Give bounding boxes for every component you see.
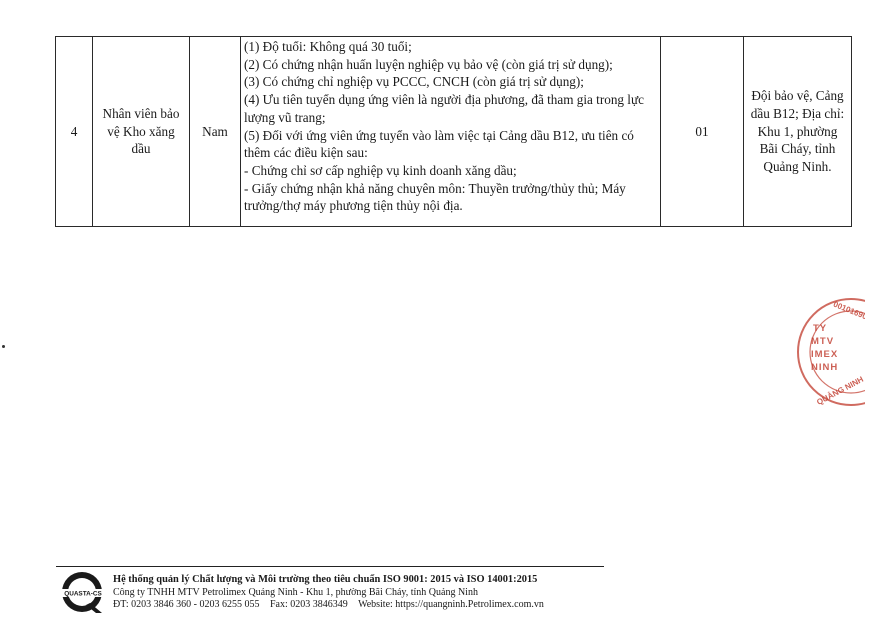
company-seal [795,296,869,408]
sex-cell: Nam [190,37,241,227]
scan-speck [2,345,5,348]
location-cell: Đội bảo vệ, Cảng dầu B12; Địa chỉ: Khu 1, phường Bãi Cháy, tỉnh Quảng Ninh. [744,37,852,227]
phone-text: ĐT: 0203 3846 360 - 0203 6255 055 [113,599,260,610]
website-link[interactable]: Website: https://quangninh.Petrolimex.com.vn [358,599,544,610]
document-footer [56,566,604,616]
seal-fragment: IMEX [811,349,839,360]
requirements-cell [241,37,661,227]
svg-text:QUASTA-CS: QUASTA-CS [64,590,102,598]
seal-fragment: TY [813,323,828,334]
seal-fragment: MTV [811,336,835,347]
fax-text: Fax: 0203 3846349 [269,599,348,610]
footer-divider [56,566,604,567]
svg-text:00101690: 00101690 [832,299,869,322]
position-cell: Nhân viên bảo vệ Kho xăng dầu [93,37,190,227]
table-row [56,37,852,227]
requirement-item: - Giấy chứng nhận khả năng chuyên môn: Thuyền trưởng/thủy thủ; Máy trưởng/thợ máy phương tiện thủy nội địa. [244,180,626,214]
svg-text:QUẢNG NINH: QUẢNG NINH [815,374,865,407]
requirement-item: (2) Có chứng nhận huấn luyện nghiệp vụ bảo vệ (còn giá trị sử dụng); [244,56,613,72]
seal-fragment: NINH [811,362,839,373]
requirement-item: (4) Ưu tiên tuyển dụng ứng viên là người địa phương, đã tham gia trong lực lượng vũ trang; [244,92,644,125]
contact-line [113,599,544,610]
requirement-item: (1) Độ tuổi: Không quá 30 tuổi; [244,39,412,54]
requirement-item: (3) Có chứng chỉ nghiệp vụ PCCC, CNCH (còn giá trị sử dụng); [244,74,584,90]
quality-system-line: Hệ thống quản lý Chất lượng và Môi trường theo tiêu chuẩn ISO 9001: 2015 và ISO 14001:2015 [113,574,538,585]
quantity-cell: 01 [661,37,744,227]
requirement-item: - Chứng chỉ sơ cấp nghiệp vụ kinh doanh xăng dầu; [244,162,517,178]
row-number: 4 [56,37,93,227]
recruitment-table [55,36,852,227]
company-address-line: Công ty TNHH MTV Petrolimex Quảng Ninh - Khu 1, phường Bãi Cháy, tỉnh Quảng Ninh [113,587,478,598]
requirement-item: (5) Đối với ứng viên ứng tuyển vào làm việc tại Cảng dầu B12, ưu tiên có thêm các điều kiện sau: [244,127,634,161]
quasta-cs-logo-icon [60,569,106,615]
seal-text [813,322,838,374]
